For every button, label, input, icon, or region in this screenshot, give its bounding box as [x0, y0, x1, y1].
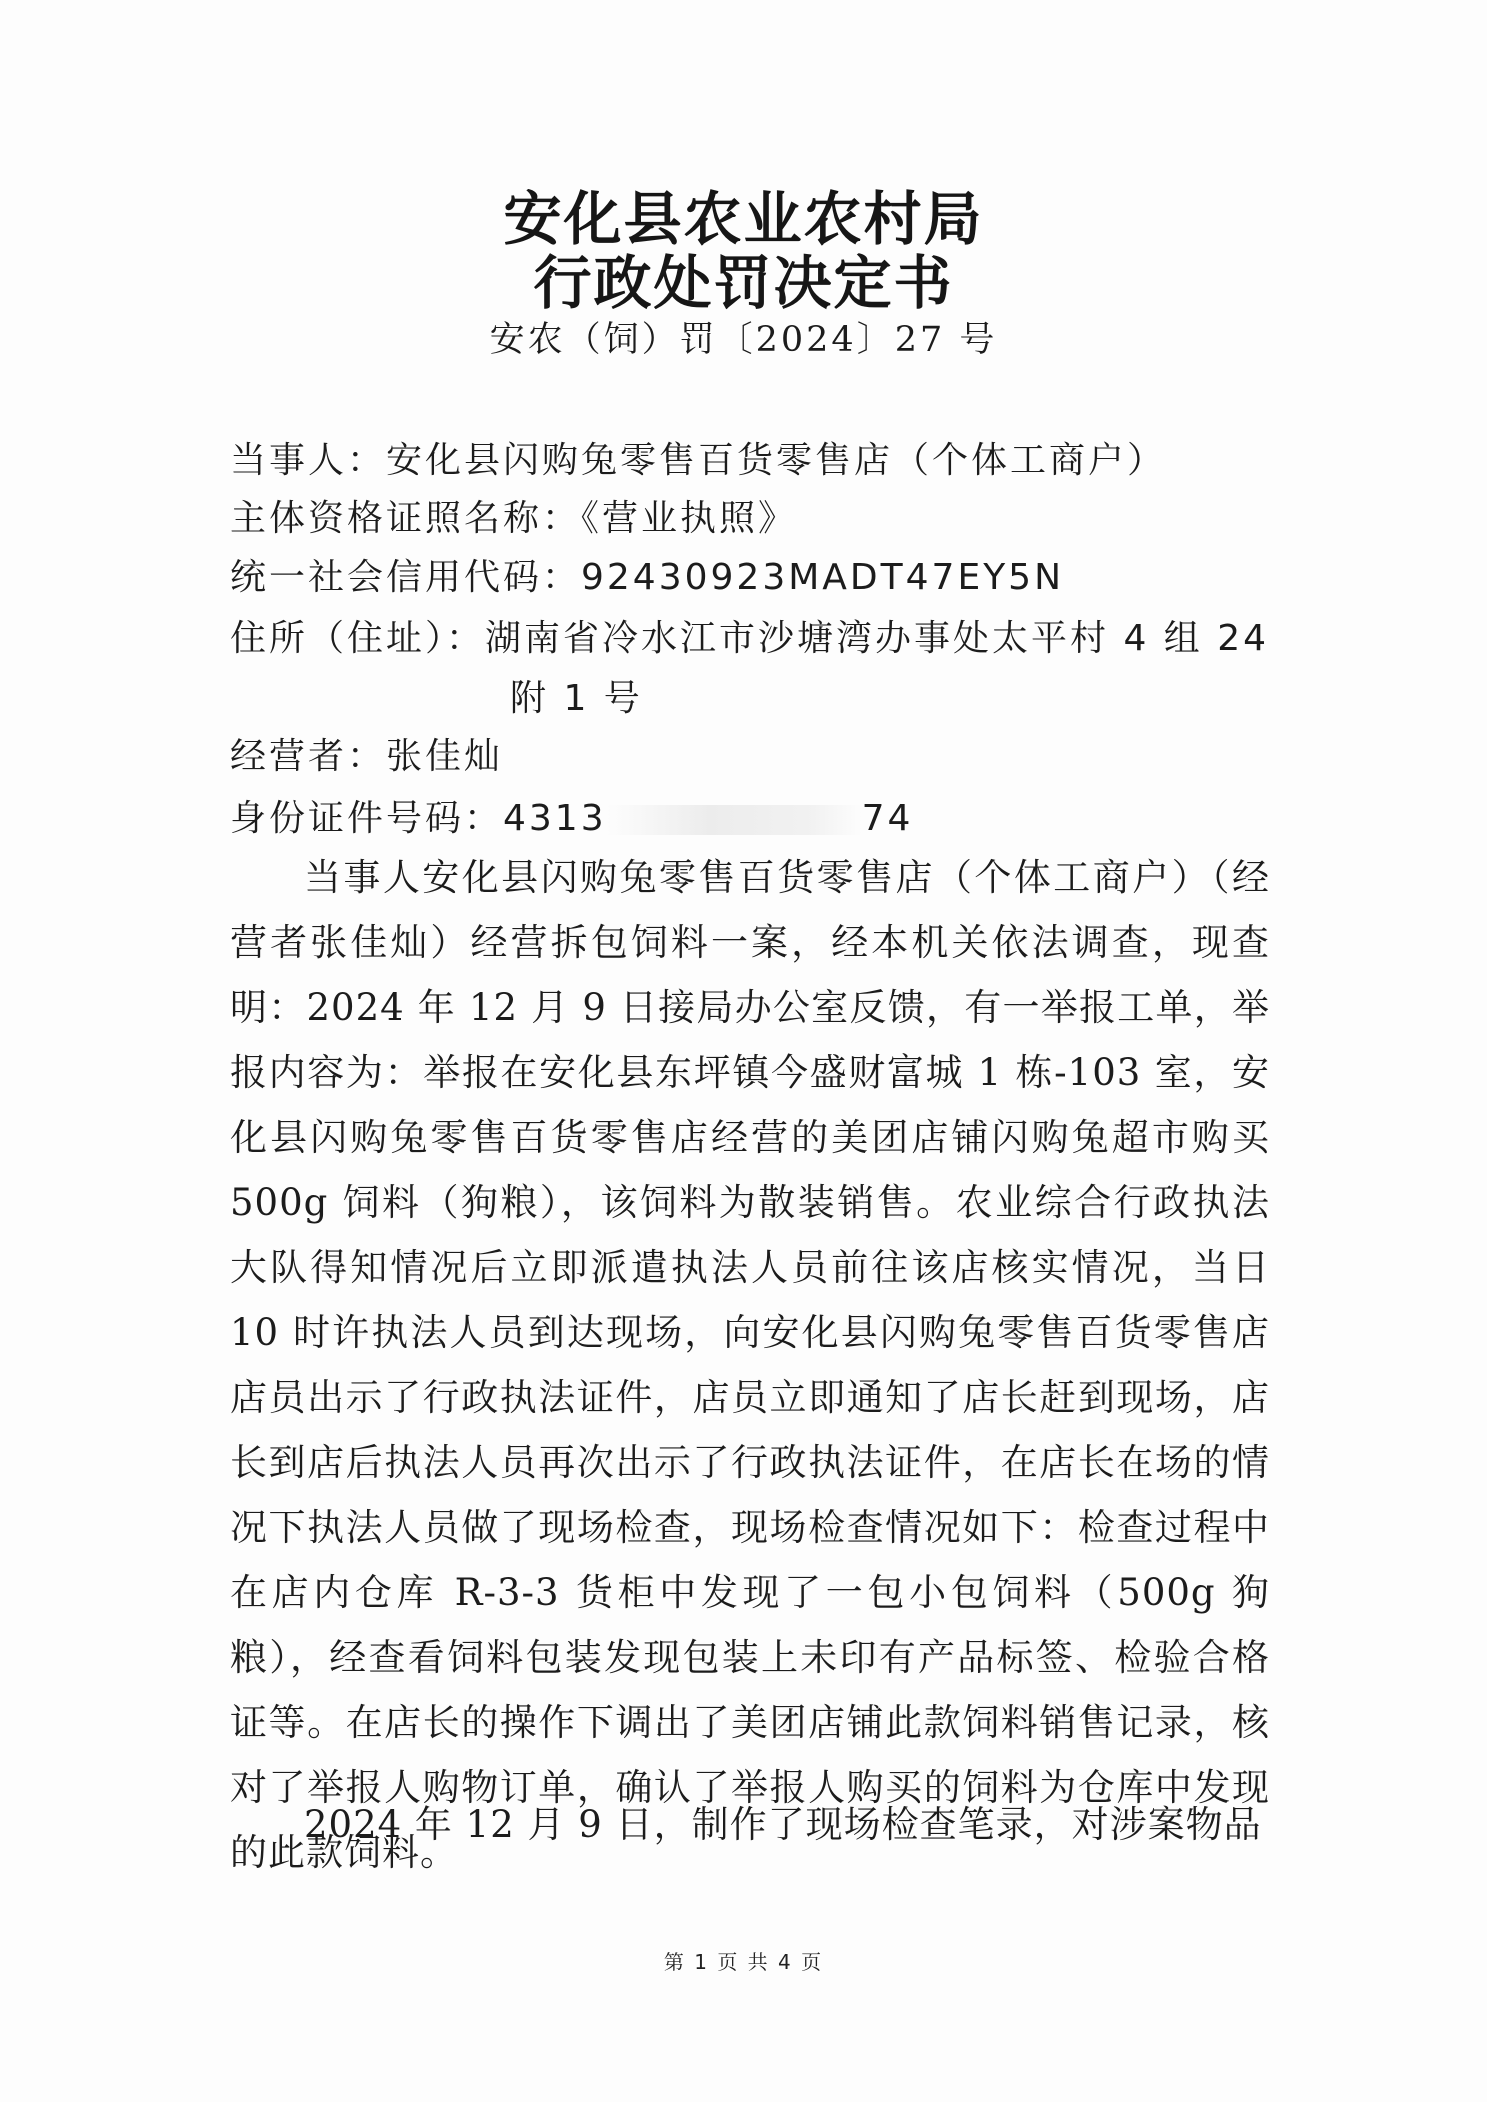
- id-number-prefix: 身份证件号码：4313: [230, 798, 607, 839]
- document-title-line2: 行政处罚决定书: [533, 249, 954, 317]
- document-title-line1: 安化县农业农村局: [503, 185, 984, 253]
- document-number: 安农（饲）罚〔2024〕27 号: [489, 320, 998, 360]
- body-paragraph-2: 2024 年 12 月 9 日，制作了现场检查笔录，对涉案物品: [304, 1803, 1262, 1846]
- party-field: 当事人：安化县闪购兔零售百货零售店（个体工商户）: [230, 440, 1167, 481]
- page-indicator: 第 1 页 共 4 页: [663, 1950, 824, 1974]
- address-field-line1: 住所（住址）：湖南省冷水江市沙塘湾办事处太平村 4 组 24: [230, 618, 1270, 659]
- body-paragraph-1: 当事人安化县闪购兔零售百货零售店（个体工商户）（经营者张佳灿）经营拆包饲料一案，经本机关依法调查，现查明：2024 年 12 月 9 日接局办公室反馈，有一举报工单，举报内容为：举报在安化县东坪镇今盛财富城 1 栋-103 室，安化县闪购兔零售百货零售店经营的美团店铺闪购兔超市购买 500g 饲料（狗粮），该饲料为散装销售。农业综合行政执法大队得知情况后立即派遣执法人员前往该店核实情况，当日 10 时许执法人员到达现场，向安化县闪购兔零售百货零售店店员出示了行政执法证件，店员立即通知了店长赶到现场，店长到店后执法人员再次出示了行政执法证件，在店长在场的情况下执法人员做了现场检查，现场检查情况如下：检查过程中在店内仓库 R-3-3 货柜中发现了一包小包饲料（500g 狗粮），经查看饲料包装发现包装上未印有产品标签、检验合格证等。在店长的操作下调出了美团店铺此款饲料销售记录，核对了举报人购物订单，确认了举报人购买的饲料为仓库中发现的此款饲料。: [230, 856, 1270, 1874]
- address-field-line2: 附 1 号: [510, 678, 643, 719]
- credit-code-field: 统一社会信用代码：92430923MADT47EY5N: [230, 557, 1065, 598]
- license-name-field: 主体资格证照名称：《营业执照》: [230, 498, 798, 539]
- id-number-suffix: 74: [861, 798, 914, 839]
- operator-field: 经营者：张佳灿: [230, 736, 504, 777]
- redaction-mark: [607, 805, 862, 835]
- id-number-field: [230, 790, 913, 841]
